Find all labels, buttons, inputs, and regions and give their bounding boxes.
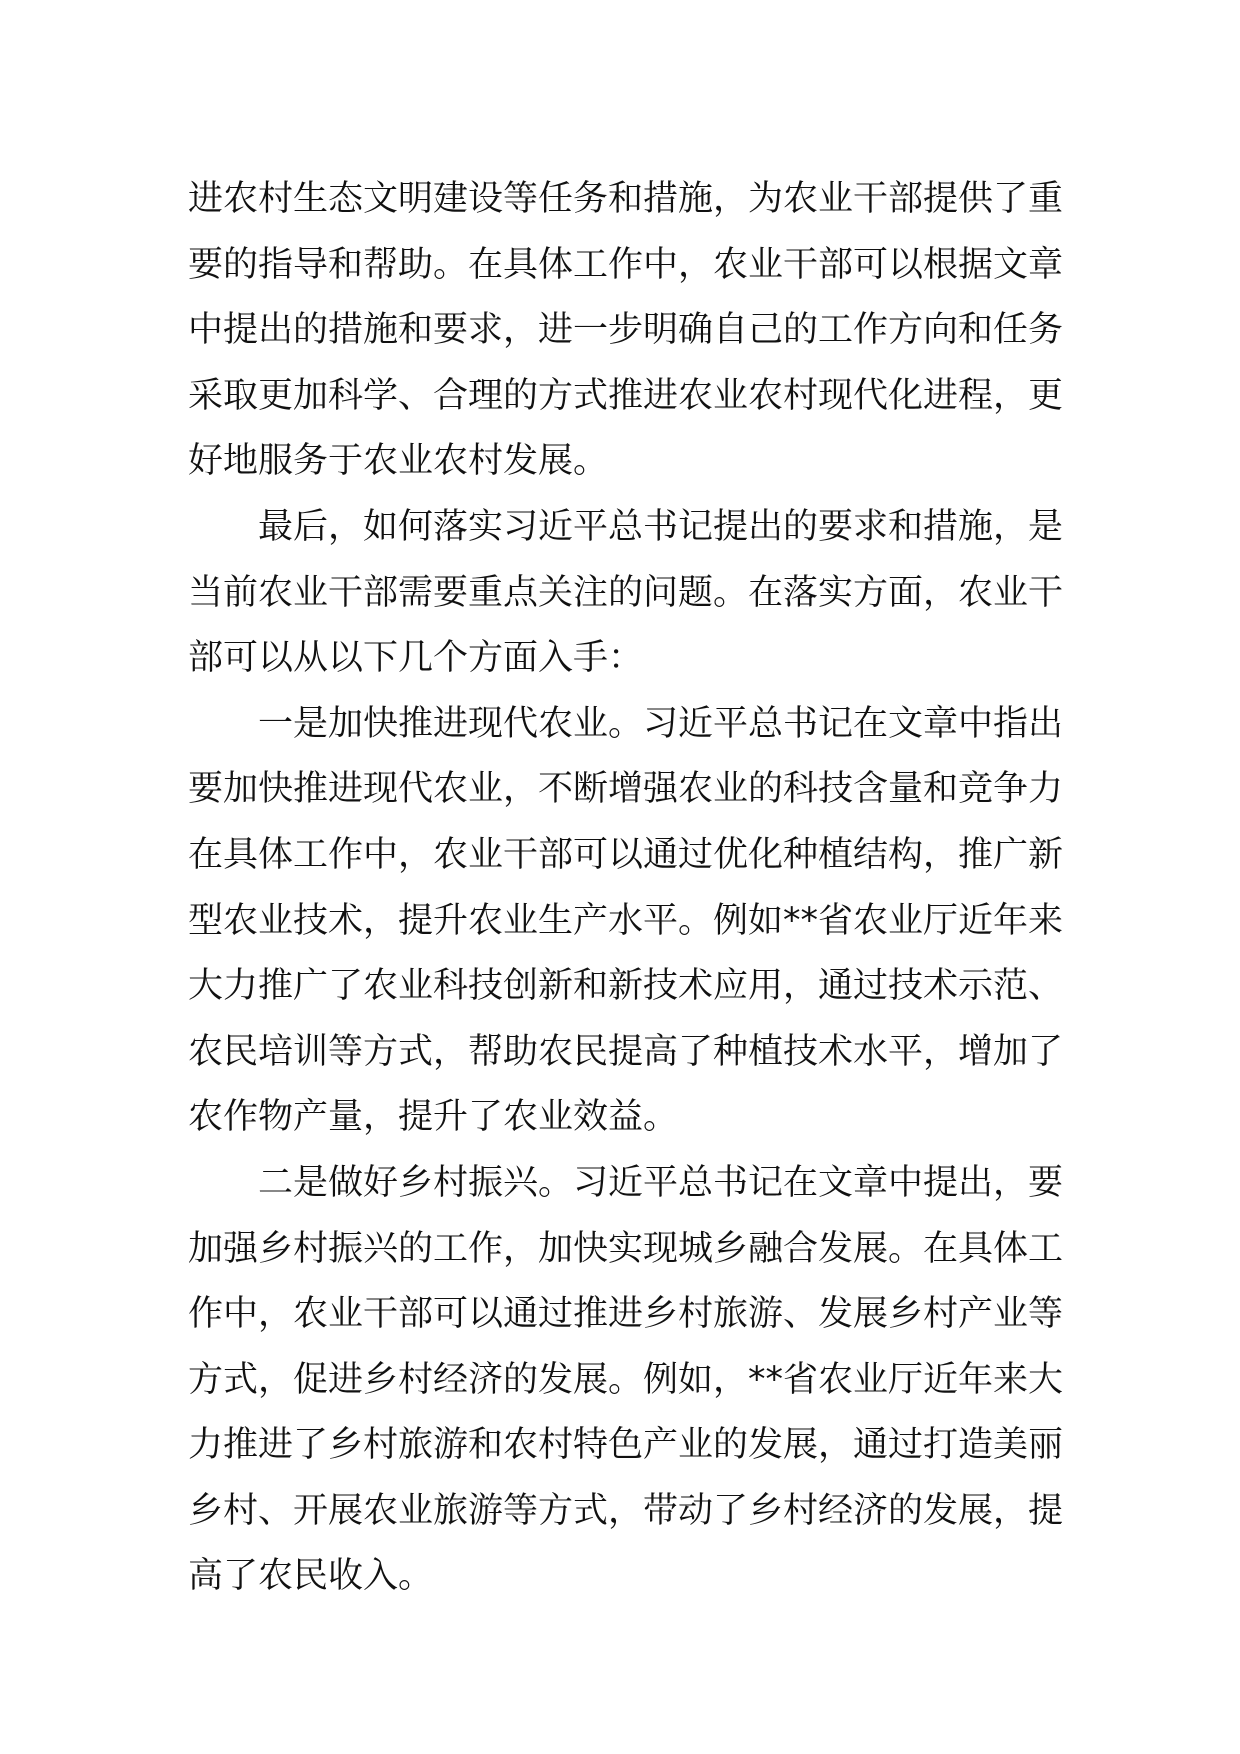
paragraph-1 xyxy=(188,167,1064,495)
text-line: 二是做好乡村振兴。习近平总书记在文章中提出，要 xyxy=(258,1162,1064,1203)
text-line: 作中，农业干部可以通过推进乡村旅游、发展乡村产业等 xyxy=(188,1294,1064,1335)
text-line: 在具体工作中，农业干部可以通过优化种植结构，推广新 xyxy=(188,834,1064,875)
text-line: 大力推广了农业科技创新和新技术应用，通过技术示范、 xyxy=(188,966,1064,1007)
text-line: 力推进了乡村旅游和农村特色产业的发展，通过打造美丽 xyxy=(188,1425,1064,1466)
text-line: 农民培训等方式，帮助农民提高了种植技术水平，增加了 xyxy=(188,1031,1064,1072)
text-line: 部可以从以下几个方面入手： xyxy=(188,638,644,679)
paragraph-4 xyxy=(188,1151,1064,1610)
text-line: 乡村、开展农业旅游等方式，带动了乡村经济的发展，提 xyxy=(188,1490,1064,1531)
text-line: 加强乡村振兴的工作，加快实现城乡融合发展。在具体工 xyxy=(188,1228,1064,1269)
text-line: 要加快推进现代农业，不断增强农业的科技含量和竞争力 xyxy=(188,769,1064,810)
text-line: 高了农民收入。 xyxy=(188,1556,434,1597)
text-line: 好地服务于农业农村发展。 xyxy=(188,441,609,482)
text-line: 当前农业干部需要重点关注的问题。在落实方面，农业干 xyxy=(188,572,1064,613)
text-line: 采取更加科学、合理的方式推进农业农村现代化进程，更 xyxy=(188,375,1064,416)
text-line: 中提出的措施和要求，进一步明确自己的工作方向和任务 xyxy=(188,310,1064,351)
text-line: 进农村生态文明建设等任务和措施，为农业干部提供了重 xyxy=(188,179,1064,219)
paragraph-2 xyxy=(188,495,1064,692)
text-line: 一是加快推进现代农业。习近平总书记在文章中指出 xyxy=(258,703,1064,744)
text-line: 农作物产量，提升了农业效益。 xyxy=(188,1097,679,1138)
text-line: 最后，如何落实习近平总书记提出的要求和措施，是 xyxy=(258,506,1064,547)
body-text xyxy=(188,167,1064,1610)
paragraph-3 xyxy=(188,692,1064,1151)
text-line: 型农业技术，提升农业生产水平。例如**省农业厅近年来 xyxy=(188,900,1064,941)
text-line: 方式，促进乡村经济的发展。例如，**省农业厅近年来大 xyxy=(188,1359,1064,1400)
text-line: 要的指导和帮助。在具体工作中，农业干部可以根据文章 xyxy=(188,244,1064,285)
